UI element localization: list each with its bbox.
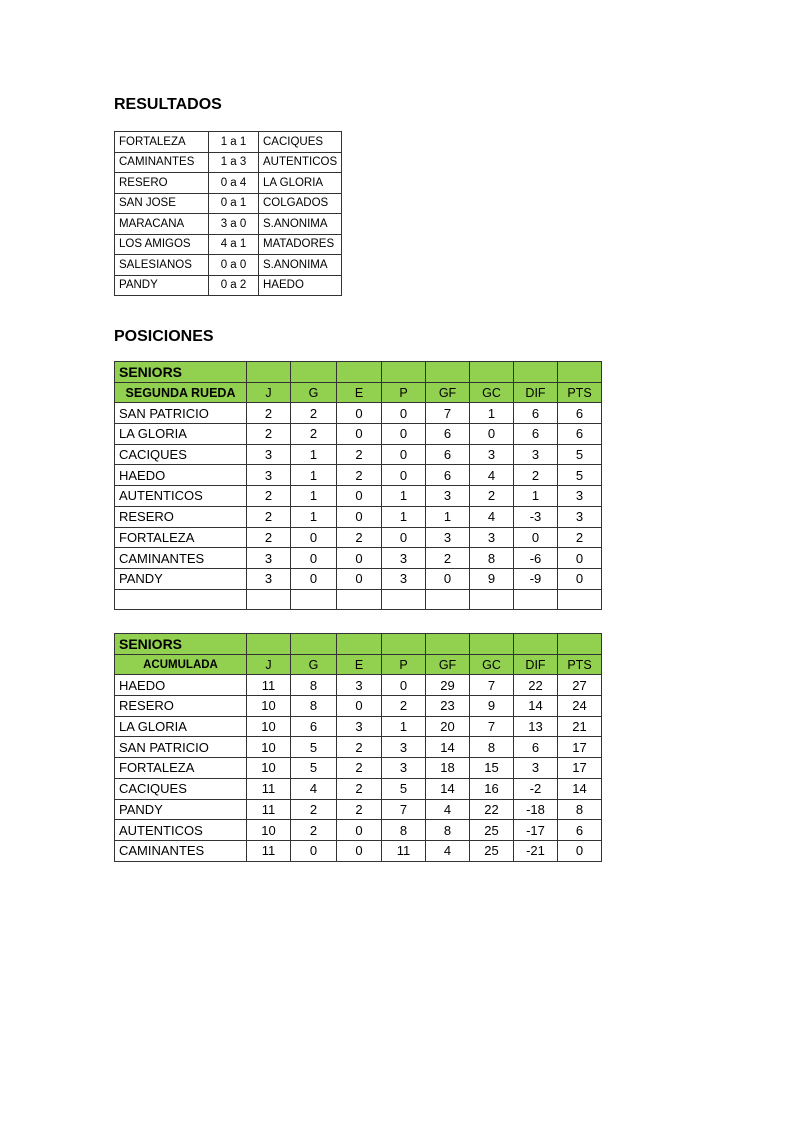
positions-title: POSICIONES [114,328,214,345]
stat-j: 3 [247,548,291,569]
stat-p: 0 [382,675,426,696]
stat-j: 3 [247,568,291,589]
stat-j: 10 [247,716,291,737]
category-label: SENIORS [115,362,247,383]
stat-e: 2 [337,527,382,548]
stat-j: 2 [247,506,291,527]
away-team: COLGADOS [259,193,342,214]
home-team: SALESIANOS [115,255,209,276]
match-score: 4 a 1 [209,234,259,255]
stat-j: 3 [247,465,291,486]
match-score: 0 a 2 [209,275,259,296]
col-header-dif: DIF [514,654,558,675]
stat-e: 2 [337,799,382,820]
table-title-row [115,634,602,655]
stat-j: 3 [247,444,291,465]
stat-pts: 5 [558,444,602,465]
standings-row [115,696,602,717]
stat-g: 2 [291,799,337,820]
stat-gc [470,589,514,610]
stat-gf [426,589,470,610]
results-title: RESULTADOS [114,96,222,113]
team-name: CAMINANTES [115,548,247,569]
team-name: SAN PATRICIO [115,737,247,758]
standings-row [115,424,602,445]
stat-g: 0 [291,568,337,589]
col-header-j: J [247,654,291,675]
stat-gf: 6 [426,424,470,445]
home-team: MARACANA [115,214,209,235]
stat-dif: 6 [514,737,558,758]
stat-gf: 7 [426,403,470,424]
stat-gc: 4 [470,506,514,527]
stat-gf: 2 [426,548,470,569]
stat-gc: 16 [470,778,514,799]
away-team: AUTENTICOS [259,152,342,173]
team-name: FORTALEZA [115,527,247,548]
stat-g: 6 [291,716,337,737]
stat-pts: 6 [558,403,602,424]
stat-pts: 24 [558,696,602,717]
stat-j: 10 [247,696,291,717]
stat-g: 0 [291,527,337,548]
standings-row [115,799,602,820]
stat-e: 0 [337,568,382,589]
stat-dif: 6 [514,403,558,424]
stat-dif: 3 [514,444,558,465]
stat-gc: 3 [470,444,514,465]
away-team: S.ANONIMA [259,255,342,276]
stat-g: 0 [291,840,337,861]
stat-gc: 15 [470,758,514,779]
stat-g: 5 [291,737,337,758]
stat-pts: 17 [558,758,602,779]
stat-pts: 0 [558,840,602,861]
stat-gc: 22 [470,799,514,820]
stat-dif: -21 [514,840,558,861]
standings-row [115,527,602,548]
team-name: LA GLORIA [115,716,247,737]
stat-gf: 4 [426,840,470,861]
stat-gc: 8 [470,737,514,758]
stat-e: 2 [337,444,382,465]
stat-g: 1 [291,444,337,465]
stat-dif: 22 [514,675,558,696]
stat-j: 10 [247,820,291,841]
stat-p: 3 [382,548,426,569]
stat-e [337,589,382,610]
stat-e: 0 [337,506,382,527]
stat-e: 0 [337,820,382,841]
standings-row [115,778,602,799]
stat-p: 0 [382,403,426,424]
col-header-e: E [337,382,382,403]
column-header-row [115,382,602,403]
result-row [115,214,342,235]
stat-g: 2 [291,403,337,424]
match-score: 0 a 0 [209,255,259,276]
stat-gf: 4 [426,799,470,820]
stat-e: 2 [337,465,382,486]
stat-g: 4 [291,778,337,799]
stat-j: 10 [247,758,291,779]
second-round-standings-table [114,361,602,610]
home-team: SAN JOSE [115,193,209,214]
stat-dif [514,589,558,610]
team-name: SAN PATRICIO [115,403,247,424]
stat-p: 2 [382,696,426,717]
stat-dif: 3 [514,758,558,779]
stat-p: 0 [382,424,426,445]
home-team: PANDY [115,275,209,296]
team-name [115,589,247,610]
stat-g: 8 [291,675,337,696]
away-team: LA GLORIA [259,173,342,194]
standings-row [115,840,602,861]
standings-row [115,548,602,569]
stat-p: 0 [382,465,426,486]
match-score: 1 a 1 [209,132,259,153]
stat-p: 3 [382,737,426,758]
stat-pts: 6 [558,820,602,841]
stat-p: 3 [382,568,426,589]
stat-pts: 2 [558,527,602,548]
stat-dif: -9 [514,568,558,589]
stat-g: 2 [291,820,337,841]
column-header-row [115,654,602,675]
stat-j: 11 [247,675,291,696]
team-name: FORTALEZA [115,758,247,779]
team-name: AUTENTICOS [115,820,247,841]
stat-p: 0 [382,444,426,465]
stat-pts: 0 [558,548,602,569]
stat-p: 11 [382,840,426,861]
standings-row [115,403,602,424]
stat-gc: 9 [470,568,514,589]
stat-pts: 14 [558,778,602,799]
stat-gc: 25 [470,840,514,861]
stat-p: 0 [382,527,426,548]
team-name: HAEDO [115,465,247,486]
stat-gf: 0 [426,568,470,589]
stat-e: 3 [337,716,382,737]
stat-pts: 0 [558,568,602,589]
col-header-gf: GF [426,654,470,675]
stat-g: 8 [291,696,337,717]
stat-j: 11 [247,840,291,861]
stat-gf: 3 [426,486,470,507]
stat-gf: 14 [426,778,470,799]
stat-e: 0 [337,403,382,424]
category-label: SENIORS [115,634,247,655]
home-team: RESERO [115,173,209,194]
away-team: CACIQUES [259,132,342,153]
stat-dif: 0 [514,527,558,548]
standings-row [115,675,602,696]
stat-pts: 3 [558,486,602,507]
stat-e: 3 [337,675,382,696]
col-header-pts: PTS [558,382,602,403]
stat-pts: 5 [558,465,602,486]
stat-e: 2 [337,758,382,779]
result-row [115,132,342,153]
col-header-g: G [291,382,337,403]
away-team: S.ANONIMA [259,214,342,235]
col-header-p: P [382,382,426,403]
stat-j [247,589,291,610]
stat-e: 0 [337,696,382,717]
stat-gc: 3 [470,527,514,548]
team-name: HAEDO [115,675,247,696]
result-row [115,152,342,173]
standings-row [115,737,602,758]
team-name: PANDY [115,799,247,820]
stat-j: 2 [247,486,291,507]
match-score: 0 a 4 [209,173,259,194]
stat-gf: 14 [426,737,470,758]
col-header-pts: PTS [558,654,602,675]
standings-row [115,589,602,610]
stat-dif: -17 [514,820,558,841]
stat-e: 0 [337,486,382,507]
stat-e: 0 [337,424,382,445]
home-team: CAMINANTES [115,152,209,173]
stat-gf: 6 [426,465,470,486]
team-name: LA GLORIA [115,424,247,445]
stat-pts: 6 [558,424,602,445]
team-name: CACIQUES [115,444,247,465]
stat-e: 0 [337,840,382,861]
col-header-gf: GF [426,382,470,403]
standings-row [115,506,602,527]
stat-gf: 20 [426,716,470,737]
team-name: RESERO [115,506,247,527]
standings-row [115,568,602,589]
col-header-gc: GC [470,654,514,675]
stat-j: 2 [247,424,291,445]
away-team: MATADORES [259,234,342,255]
stat-p: 1 [382,486,426,507]
standings-row [115,758,602,779]
result-row [115,275,342,296]
col-header-dif: DIF [514,382,558,403]
team-name: PANDY [115,568,247,589]
stat-gf: 1 [426,506,470,527]
stat-j: 2 [247,527,291,548]
stat-e: 2 [337,778,382,799]
stat-j: 11 [247,799,291,820]
stat-pts: 17 [558,737,602,758]
stat-gf: 8 [426,820,470,841]
stat-gf: 18 [426,758,470,779]
stat-gf: 6 [426,444,470,465]
stat-g: 2 [291,424,337,445]
stat-p: 1 [382,716,426,737]
standings-row [115,820,602,841]
col-header-g: G [291,654,337,675]
stat-g [291,589,337,610]
stat-g: 1 [291,465,337,486]
stat-gc: 9 [470,696,514,717]
stat-gf: 3 [426,527,470,548]
away-team: HAEDO [259,275,342,296]
stat-e: 2 [337,737,382,758]
table-title-row [115,362,602,383]
stat-dif: 6 [514,424,558,445]
subtitle-label: ACUMULADA [115,654,247,675]
stat-gc: 2 [470,486,514,507]
stat-pts: 3 [558,506,602,527]
stat-g: 0 [291,548,337,569]
stat-gc: 7 [470,675,514,696]
stat-p: 1 [382,506,426,527]
team-name: AUTENTICOS [115,486,247,507]
stat-gc: 0 [470,424,514,445]
stat-g: 1 [291,486,337,507]
accumulated-standings-table [114,633,602,862]
standings-row [115,716,602,737]
result-row [115,173,342,194]
stat-dif: -18 [514,799,558,820]
stat-j: 11 [247,778,291,799]
team-name: CACIQUES [115,778,247,799]
stat-j: 2 [247,403,291,424]
stat-gf: 29 [426,675,470,696]
stat-dif: 13 [514,716,558,737]
stat-pts: 27 [558,675,602,696]
stat-dif: 14 [514,696,558,717]
stat-dif: 1 [514,486,558,507]
stat-dif: 2 [514,465,558,486]
stat-gc: 8 [470,548,514,569]
stat-g: 5 [291,758,337,779]
standings-row [115,465,602,486]
stat-gc: 25 [470,820,514,841]
stat-pts: 8 [558,799,602,820]
stat-gf: 23 [426,696,470,717]
stat-pts [558,589,602,610]
col-header-e: E [337,654,382,675]
col-header-gc: GC [470,382,514,403]
stat-gc: 4 [470,465,514,486]
result-row [115,234,342,255]
stat-dif: -2 [514,778,558,799]
stat-gc: 7 [470,716,514,737]
stat-j: 10 [247,737,291,758]
stat-gc: 1 [470,403,514,424]
match-score: 1 a 3 [209,152,259,173]
home-team: FORTALEZA [115,132,209,153]
col-header-j: J [247,382,291,403]
stat-p: 8 [382,820,426,841]
match-score: 3 a 0 [209,214,259,235]
home-team: LOS AMIGOS [115,234,209,255]
standings-row [115,444,602,465]
stat-dif: -3 [514,506,558,527]
stat-p: 3 [382,758,426,779]
stat-p [382,589,426,610]
subtitle-label: SEGUNDA RUEDA [115,382,247,403]
result-row [115,255,342,276]
stat-p: 5 [382,778,426,799]
standings-row [115,486,602,507]
col-header-p: P [382,654,426,675]
stat-e: 0 [337,548,382,569]
result-row [115,193,342,214]
team-name: CAMINANTES [115,840,247,861]
stat-g: 1 [291,506,337,527]
match-score: 0 a 1 [209,193,259,214]
stat-pts: 21 [558,716,602,737]
stat-p: 7 [382,799,426,820]
team-name: RESERO [115,696,247,717]
results-table [114,131,342,296]
stat-dif: -6 [514,548,558,569]
